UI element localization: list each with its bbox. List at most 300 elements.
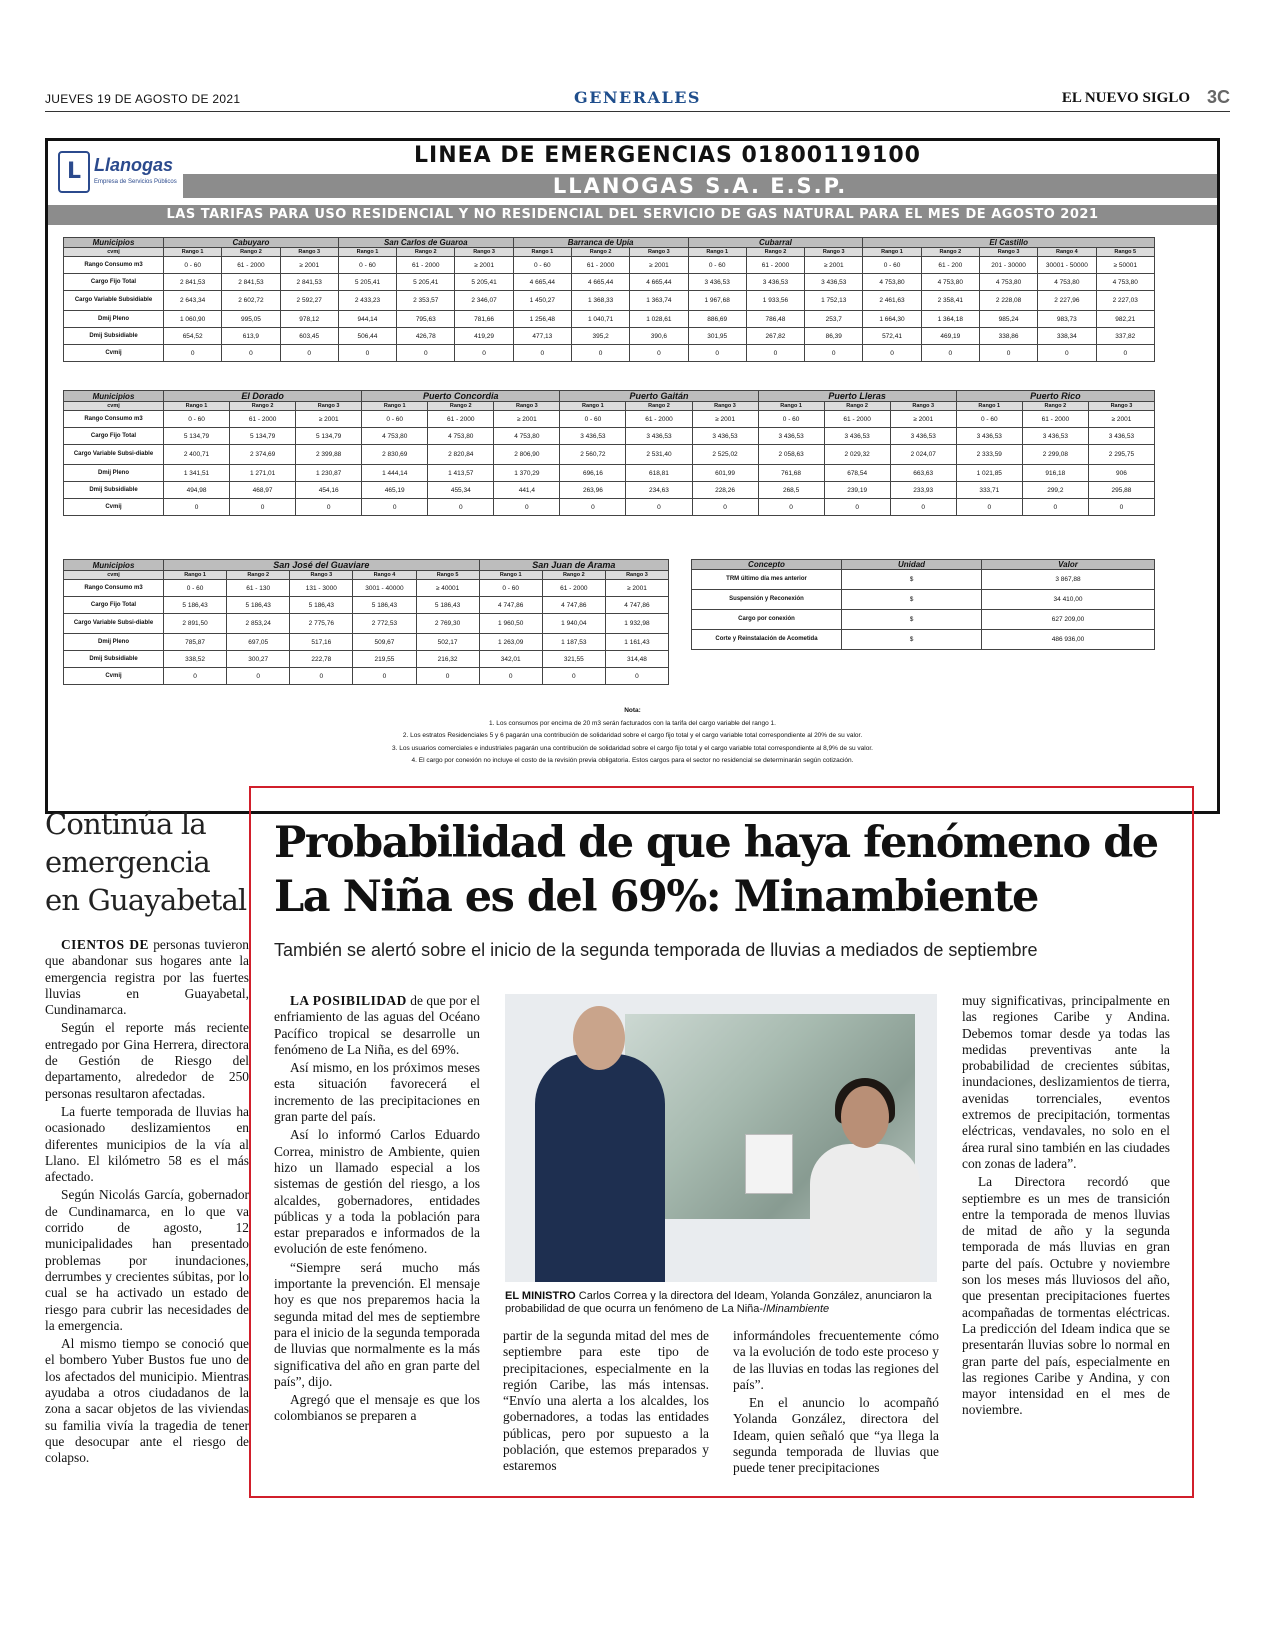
row-label: Cvmij (64, 345, 164, 362)
tariffs-title: LAS TARIFAS PARA USO RESIDENCIAL Y NO RESIDENCIAL DEL SERVICIO DE GAS NATURAL PARA EL MES DE AGOSTO 2021 (48, 205, 1217, 225)
row-label: Dmij Subsidiable (64, 651, 164, 668)
tariff-cell: 390,6 (630, 328, 688, 345)
tariff-cell: 697,05 (227, 634, 290, 651)
rango-header: Rango 3 (290, 571, 353, 580)
director-figure (810, 1144, 920, 1282)
rango-header: Rango 3 (979, 248, 1037, 257)
tariff-cell: 985,24 (979, 311, 1037, 328)
tariff-cell: 3 436,53 (626, 428, 692, 445)
rango-header: Rango 4 (353, 571, 416, 580)
row-label: Dmij Subsidiable (64, 482, 164, 499)
tariff-cell: 2 295,75 (1088, 445, 1154, 465)
tariff-cell: 3 436,53 (758, 428, 824, 445)
row-label: Rango Consumo m3 (64, 257, 164, 274)
tariff-cell: 0 (494, 499, 560, 516)
concept-unit: $ (842, 570, 982, 590)
tariff-cell: 2 531,40 (626, 445, 692, 465)
tariff-cell: 5 205,41 (397, 274, 455, 291)
tariff-cell: 0 (455, 345, 513, 362)
dmij-pleno-row (64, 634, 669, 651)
concept-value: 486 936,00 (982, 630, 1155, 650)
tariff-cell: 0 (890, 499, 956, 516)
value-header: Valor (982, 560, 1155, 570)
tariff-cell: 0 (1022, 499, 1088, 516)
tariff-cell: 4 665,44 (513, 274, 571, 291)
article-paragraph: Según el reporte más reciente entregado por Gina Herrera, directora de Gestión de Riesgo del departamento, alrededor de 250 personas resultaron afectadas. (45, 1020, 249, 1101)
tariff-cell: 321,55 (542, 651, 605, 668)
tariff-cell: 2 029,32 (824, 445, 890, 465)
tariff-cell: 61 - 2000 (626, 411, 692, 428)
municipio-name: Cubarral (688, 238, 863, 248)
tariff-cell: 5 186,43 (227, 597, 290, 614)
row-label: Cargo Variable Subsidiable (64, 291, 164, 311)
tariff-cell: 468,97 (230, 482, 296, 499)
tariff-cell: 654,52 (164, 328, 222, 345)
municipios-label: Municipios (64, 391, 164, 402)
tariff-cell: 2 461,63 (863, 291, 921, 311)
tariff-cell: 0 - 60 (164, 411, 230, 428)
newspaper-name: EL NUEVO SIGLO (1061, 90, 1190, 106)
concept-name: TRM último día mes anterior (692, 570, 842, 590)
rango-header: Rango 3 (805, 248, 863, 257)
tariff-cell: 761,68 (758, 465, 824, 482)
fixed-charge-row (64, 428, 1155, 445)
tariff-cell: 0 - 60 (560, 411, 626, 428)
dmij-subsidiable-row (64, 328, 1155, 345)
tariff-cell: 2 769,30 (416, 614, 479, 634)
tariff-cell: 300,27 (227, 651, 290, 668)
tariff-cell: 0 - 60 (513, 257, 571, 274)
tariff-cell: 618,81 (626, 465, 692, 482)
municipio-name: San Carlos de Guaroa (338, 238, 513, 248)
tariff-cell: 886,69 (688, 311, 746, 328)
tariff-cell: 1 040,71 (571, 311, 629, 328)
tariff-cell: 0 (630, 345, 688, 362)
rango-header: Rango 2 (921, 248, 979, 257)
tariff-cell: 2 853,24 (227, 614, 290, 634)
tariff-cell: 2 841,53 (164, 274, 222, 291)
notes-heading: Nota: (624, 707, 641, 714)
tariff-cell: 0 (605, 668, 668, 685)
tariff-cell: ≥ 40001 (416, 580, 479, 597)
tariff-cell: 0 - 60 (863, 257, 921, 274)
tariff-cell: ≥ 2001 (296, 411, 362, 428)
tariff-cell: 2 775,76 (290, 614, 353, 634)
tariff-cell: 1 960,50 (479, 614, 542, 634)
rango-header: Rango 2 (428, 402, 494, 411)
tariff-cell: 3 436,53 (688, 274, 746, 291)
tariff-cell: 2 891,50 (164, 614, 227, 634)
tariff-cell: 253,7 (805, 311, 863, 328)
tariff-cell: 61 - 200 (921, 257, 979, 274)
rango-header: Rango 2 (571, 248, 629, 257)
rango-row (64, 402, 1155, 411)
tariff-cell: 0 (353, 668, 416, 685)
municipios-label: Municipios (64, 238, 164, 248)
page-number: 3C (1206, 87, 1230, 107)
tariff-table-3 (63, 559, 669, 685)
tariff-cell: 131 - 3000 (290, 580, 353, 597)
dmij-subsidiable-row (64, 651, 669, 668)
paragraph-text: de que por el enfriamiento de las aguas del Océano Pacífico tropical se desarrolle un fenómeno de La Niña, es del 69%. (274, 993, 481, 1057)
tariff-cell: 2 841,53 (222, 274, 280, 291)
tariff-cell: 1 341,51 (164, 465, 230, 482)
tariff-cell: 1 368,33 (571, 291, 629, 311)
tariff-cell: 509,67 (353, 634, 416, 651)
tariff-cell: 5 134,79 (164, 428, 230, 445)
tariff-cell: 781,66 (455, 311, 513, 328)
tariff-cell: 2 592,27 (280, 291, 338, 311)
rango-header: Rango 1 (513, 248, 571, 257)
rango-header: Rango 2 (746, 248, 804, 257)
tariff-cell: 201 - 30000 (979, 257, 1037, 274)
tariff-cell: 3 436,53 (1022, 428, 1088, 445)
tariff-cell: 4 753,80 (428, 428, 494, 445)
tariff-cell: 234,63 (626, 482, 692, 499)
tariff-cell: 3 436,53 (824, 428, 890, 445)
tariff-cell: 1 413,57 (428, 465, 494, 482)
rango-header: Rango 1 (688, 248, 746, 257)
tariff-cell: 86,39 (805, 328, 863, 345)
tariff-cell: 494,98 (164, 482, 230, 499)
tariff-cell: 0 (479, 668, 542, 685)
guayabetal-article (45, 805, 249, 1466)
article-paragraph (45, 937, 249, 1018)
tariff-cell: 0 (397, 345, 455, 362)
concept-unit: $ (842, 610, 982, 630)
tariff-cell: 0 (1038, 345, 1096, 362)
tariff-cell: 0 (164, 499, 230, 516)
tariff-cell: 5 186,43 (353, 597, 416, 614)
tariff-cell: 613,9 (222, 328, 280, 345)
tariff-cell: 0 - 60 (338, 257, 396, 274)
page-header (45, 88, 1230, 112)
fixed-charge-row (64, 274, 1155, 291)
tariff-cell: 1 967,68 (688, 291, 746, 311)
tariff-cell: 216,32 (416, 651, 479, 668)
tariff-notes (48, 705, 1217, 768)
tariff-cell: 299,2 (1022, 482, 1088, 499)
tariff-cell: 1 161,43 (605, 634, 668, 651)
tariff-cell: 2 058,63 (758, 445, 824, 465)
tariff-cell: 61 - 2000 (542, 580, 605, 597)
tariff-cell: 1 256,48 (513, 311, 571, 328)
rango-header: Rango 3 (692, 402, 758, 411)
concept-row (692, 630, 1155, 650)
municipio-name: Puerto Lleras (758, 391, 956, 402)
tariff-cell: 426,78 (397, 328, 455, 345)
rango-header: Rango 2 (222, 248, 280, 257)
dmij-pleno-row (64, 465, 1155, 482)
rango-header: Rango 2 (542, 571, 605, 580)
rango-header: Rango 1 (560, 402, 626, 411)
tariff-cell: 0 (542, 668, 605, 685)
rango-header: Rango 3 (455, 248, 513, 257)
tariff-cell: 3 436,53 (890, 428, 956, 445)
flame-icon: L (58, 151, 90, 193)
municipio-name: El Castillo (863, 238, 1155, 248)
consumption-row (64, 257, 1155, 274)
concept-value: 34 410,00 (982, 590, 1155, 610)
concepts-table (691, 559, 1155, 650)
tariff-cell: 0 (280, 345, 338, 362)
tariff-cell: 1 021,85 (956, 465, 1022, 482)
rango-row (64, 571, 669, 580)
tariff-cell: 30001 - 50000 (1038, 257, 1096, 274)
municipio-name: San José del Guaviare (164, 560, 480, 571)
municipio-row (64, 238, 1155, 248)
emergency-line: LINEA DE EMERGENCIAS 01800119100 (414, 143, 921, 168)
tariff-cell: 477,13 (513, 328, 571, 345)
rango-row (64, 248, 1155, 257)
tariff-cell: 61 - 2000 (824, 411, 890, 428)
tariff-cell: 916,18 (1022, 465, 1088, 482)
concept-name: Corte y Reinstalación de Acometida (692, 630, 842, 650)
municipios-label: Municipios (64, 560, 164, 571)
article-paragraph: La Directora recordó que septiembre es un mes de transición entre la temporada de menos lluvias de mitad de año y la segunda temporada de más lluvias en gran parte del país. Octubre y noviembre son los meses más lluviosos del año, que presentan precipitaciones fuertes acompañadas de tormentas eléctricas. La predicción del Ideam indica que se presentarán lluvias sobre lo normal en gran parte del país, especialmente en las regiones Caribe y Andina, y con mayor intensidad en el mes de noviembre. (962, 1174, 1170, 1418)
tariff-cell: 441,4 (494, 482, 560, 499)
tariff-cell: 3 436,53 (805, 274, 863, 291)
municipio-name: Puerto Rico (956, 391, 1154, 402)
note-item: 1. Los consumos por encima de 20 m3 serán facturados con la tarifa del cargo variable del rango 1. (489, 719, 776, 727)
tariff-cell: 3 436,53 (956, 428, 1022, 445)
tariff-cell: 2 841,53 (280, 274, 338, 291)
tariff-cell: 0 (362, 499, 428, 516)
tariff-cell: 61 - 130 (227, 580, 290, 597)
tariff-cell: 4 753,80 (979, 274, 1037, 291)
concept-header: Concepto (692, 560, 842, 570)
tariff-cell: 3 436,53 (560, 428, 626, 445)
cvmij-row (64, 668, 669, 685)
variable-charge-row (64, 291, 1155, 311)
row-label: Cvmij (64, 668, 164, 685)
concept-unit: $ (842, 590, 982, 610)
tariff-cell: 0 (416, 668, 479, 685)
rango-header: Rango 2 (227, 571, 290, 580)
tariff-cell: 517,16 (290, 634, 353, 651)
article-column-2 (503, 1328, 709, 1477)
tariff-cell: 601,99 (692, 465, 758, 482)
tariff-cell: 219,55 (353, 651, 416, 668)
tariff-cell: 295,88 (1088, 482, 1154, 499)
tariff-cell: 786,48 (746, 311, 804, 328)
llanogas-tariff-ad (45, 138, 1220, 814)
tariff-cell: 333,71 (956, 482, 1022, 499)
tariff-cell: 0 (921, 345, 979, 362)
tariff-cell: 4 747,86 (605, 597, 668, 614)
concept-value: 3 867,88 (982, 570, 1155, 590)
tariff-cell: 0 (230, 499, 296, 516)
variable-charge-row (64, 445, 1155, 465)
tariff-cell: 228,26 (692, 482, 758, 499)
rango-header: Rango 1 (164, 402, 230, 411)
row-label: Cargo Variable Subsi-diable (64, 614, 164, 634)
section-title: GENERALES (574, 88, 701, 107)
tariff-cell: 572,41 (863, 328, 921, 345)
tariff-cell: 4 747,86 (479, 597, 542, 614)
tariff-cell: 4 753,80 (921, 274, 979, 291)
tariff-cell: 0 (513, 345, 571, 362)
rango-header: Rango 3 (1088, 402, 1154, 411)
tariff-cell: 0 - 60 (164, 257, 222, 274)
tariff-cell: 4 753,80 (1096, 274, 1155, 291)
article-paragraph: La fuerte temporada de lluvias ha ocasionado deslizamientos en diferentes municipios de la vía al Llano. El kilómetro 58 es el más afectado. (45, 1103, 249, 1185)
article-paragraph: Así lo informó Carlos Eduardo Correa, ministro de Ambiente, quien hizo un llamado especial a los sistemas de gestión del riesgo, a los alcaldes, gobernadores, entidades públicas y a toda la población para estar preparados e informados de la evolución de este fenómeno. (274, 1127, 480, 1257)
tariff-cell: 3 436,53 (692, 428, 758, 445)
tariff-cell: 267,82 (746, 328, 804, 345)
row-label: Dmij Subsidiable (64, 328, 164, 345)
article-paragraph: Según Nicolás García, gobernador de Cundinamarca, en lo que va corrido de agosto, 12 municipalidades han presentado problemas por inundaciones, derrumbes y crecientes súbitas, por lo cual se ha activado un estado de riesgo para cubrir las necesidades de la emergencia. (45, 1187, 249, 1333)
row-label: Rango Consumo m3 (64, 580, 164, 597)
tariff-cell: 222,78 (290, 651, 353, 668)
tariff-cell: 5 134,79 (296, 428, 362, 445)
tariff-cell: 978,12 (280, 311, 338, 328)
row-label: Dmij Pleno (64, 465, 164, 482)
row-label: Cargo Fijo Total (64, 597, 164, 614)
tariff-cell: 2 024,07 (890, 445, 956, 465)
tariff-cell: 2 374,69 (230, 445, 296, 465)
tariff-cell: 233,93 (890, 482, 956, 499)
caption-credit: Minambiente (766, 1303, 830, 1315)
tariff-cell: 995,05 (222, 311, 280, 328)
article-headline: Probabilidad de que haya fenómeno de La Niña es del 69%: Minambiente (274, 818, 1158, 922)
tariff-cell: 61 - 2000 (571, 257, 629, 274)
tariff-cell: 0 (1088, 499, 1154, 516)
tariff-cell: 1 364,18 (921, 311, 979, 328)
concept-row (692, 570, 1155, 590)
tariff-cell: 0 (222, 345, 280, 362)
rango-header: Rango 2 (626, 402, 692, 411)
tariff-cell: 4 747,86 (542, 597, 605, 614)
consumption-row (64, 411, 1155, 428)
article-paragraph: muy significativas, principalmente en las regiones Caribe y Andina. Debemos tomar desde ya todas las medidas preventivas ante la probabilidad de crecientes súbitas, inundaciones, deslizamientos de tierra, avenidas torrenciales, eventos extremos de precipitación, tormentas eléctricas, vendavales, no solo en el área rural sino también en las ciudades con zonas de ladera”. (962, 993, 1170, 1171)
tariff-cell: 0 - 60 (956, 411, 1022, 428)
tariff-cell: 1 370,29 (494, 465, 560, 482)
article-paragraph: informándoles frecuentemente cómo va la evolución de todo este proceso y de las lluvias en todas las regiones del país”. (733, 1328, 939, 1392)
tariff-cell: 338,52 (164, 651, 227, 668)
tariff-cell: 469,19 (921, 328, 979, 345)
rango-header: Rango 3 (630, 248, 688, 257)
tariff-cell: 2 772,53 (353, 614, 416, 634)
municipio-name: Cabuyaro (164, 238, 339, 248)
cvmij-row (64, 345, 1155, 362)
tariff-cell: 0 (164, 345, 222, 362)
rango-header: Rango 1 (362, 402, 428, 411)
tariff-cell: 239,19 (824, 482, 890, 499)
rango-header: Rango 1 (758, 402, 824, 411)
tariff-table-1 (63, 237, 1155, 362)
tariff-cell: ≥ 2001 (280, 257, 338, 274)
tariff-cell: 314,48 (605, 651, 668, 668)
rango-header: Rango 5 (416, 571, 479, 580)
tariff-cell: 0 (290, 668, 353, 685)
article-paragraph: partir de la segunda mitad del mes de septiembre para este tipo de precipitaciones, especialmente en la región Caribe, las más intensas. “Envío una alerta a los alcaldes, los gobernadores, a todas las entidades públicas, pero por supuesto a la población, que estemos preparados y estaremos (503, 1328, 709, 1474)
logo-subtitle: Empresa de Servicios Públicos (94, 179, 177, 185)
tariff-cell: 1 450,27 (513, 291, 571, 311)
tariff-cell: 2 353,57 (397, 291, 455, 311)
issue-date: JUEVES 19 DE AGOSTO DE 2021 (45, 92, 241, 106)
concept-unit: $ (842, 630, 982, 650)
minister-figure (535, 1054, 665, 1282)
tariff-cell: 2 433,23 (338, 291, 396, 311)
tariff-cell: ≥ 2001 (890, 411, 956, 428)
tariff-cell: 61 - 2000 (397, 257, 455, 274)
tariff-cell: 0 - 60 (479, 580, 542, 597)
tariff-cell: 2 227,03 (1096, 291, 1155, 311)
tariff-cell: 455,34 (428, 482, 494, 499)
cvmj-label: cvmj (64, 402, 164, 411)
rango-header: Rango 1 (338, 248, 396, 257)
row-label: Dmij Pleno (64, 634, 164, 651)
concept-name: Cargo por conexión (692, 610, 842, 630)
tariff-cell: 0 - 60 (688, 257, 746, 274)
cvmij-row (64, 499, 1155, 516)
tariff-cell: 0 (688, 345, 746, 362)
tariff-cell: 419,29 (455, 328, 513, 345)
tariff-cell: 5 205,41 (455, 274, 513, 291)
tariff-cell: 338,86 (979, 328, 1037, 345)
paragraph-text: personas tuvieron que abandonar sus hogares ante la emergencia registra por las fuertes lluvias en Guayabetal, Cundinamarca. (45, 937, 249, 1018)
dmij-pleno-row (64, 311, 1155, 328)
tariff-cell: ≥ 2001 (805, 257, 863, 274)
fixed-charge-row (64, 597, 669, 614)
tariff-cell: 0 (164, 668, 227, 685)
tariff-cell: 61 - 2000 (230, 411, 296, 428)
row-label: Dmij Pleno (64, 311, 164, 328)
tariff-cell: 0 - 60 (164, 580, 227, 597)
tariff-cell: 454,16 (296, 482, 362, 499)
tariff-cell: 0 (746, 345, 804, 362)
lead-caps: CIENTOS DE (61, 937, 149, 952)
tariff-cell: 0 (692, 499, 758, 516)
tariff-cell: 502,17 (416, 634, 479, 651)
tariff-cell: 1 230,87 (296, 465, 362, 482)
municipio-name: Puerto Gaitán (560, 391, 758, 402)
tariff-cell: 4 665,44 (630, 274, 688, 291)
municipio-name: Barranca de Upía (513, 238, 688, 248)
article-paragraph: Al mismo tiempo se conoció que el bombero Yuber Bustos fue uno de los afectados del municipio. Mientras ayudaba a otros ciudadanos de la zona a sacar objetos de las viviendas su familia vivía la tragedia de tener que desocupar ante el riesgo de colapso. (45, 1336, 249, 1466)
tariff-cell: 3 436,53 (746, 274, 804, 291)
tariff-cell: 0 (626, 499, 692, 516)
rango-header: Rango 3 (890, 402, 956, 411)
tariff-cell: 0 - 60 (362, 411, 428, 428)
tariff-cell: 1 263,09 (479, 634, 542, 651)
tariff-cell: 982,21 (1096, 311, 1155, 328)
tariff-cell: 0 (428, 499, 494, 516)
tariff-cell: 603,45 (280, 328, 338, 345)
rango-header: Rango 1 (956, 402, 1022, 411)
tariff-cell: 506,44 (338, 328, 396, 345)
tariff-cell: 1 060,90 (164, 311, 222, 328)
article-paragraph (274, 993, 480, 1058)
tariff-cell: 983,73 (1038, 311, 1096, 328)
tariff-cell: 944,14 (338, 311, 396, 328)
tariff-cell: 1 444,14 (362, 465, 428, 482)
tariff-cell: 2 228,08 (979, 291, 1037, 311)
tariff-cell: ≥ 2001 (494, 411, 560, 428)
concept-name: Suspensión y Reconexión (692, 590, 842, 610)
tariff-cell: 2 820,84 (428, 445, 494, 465)
tariff-cell: 0 - 60 (758, 411, 824, 428)
company-name: LLANOGAS S.A. E.S.P. (183, 174, 1217, 198)
tariff-cell: 337,82 (1096, 328, 1155, 345)
tariff-cell: 2 346,07 (455, 291, 513, 311)
tariff-cell: 4 753,80 (362, 428, 428, 445)
tariff-cell: 465,19 (362, 482, 428, 499)
municipio-name: El Dorado (164, 391, 362, 402)
caption-text: Carlos Correa y la directora del Ideam, Yolanda González, anunciaron la probabilidad de que ocurra un fenómeno de La Niña-/ (505, 1290, 932, 1315)
tariff-cell: 0 (1096, 345, 1155, 362)
